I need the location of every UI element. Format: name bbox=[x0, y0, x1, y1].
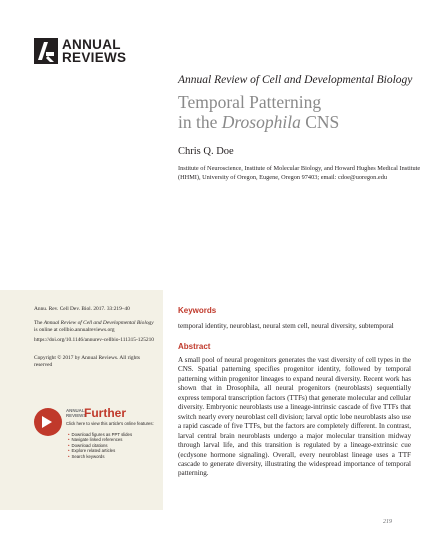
title-line1: Temporal Patterning bbox=[178, 92, 322, 112]
logo-line1: ANNUAL bbox=[62, 37, 121, 52]
journal-name: Annual Review of Cell and Developmental Biology bbox=[178, 74, 413, 86]
abstract-text: A small pool of neural progenitors generates the vast diversity of cell types in the CNS. Spatial patterning specifies progenitor identity, followed by temporal patterning within progenitor lineages to expand neural diversity. Recent work has shown that in Drosophila, all neural progenitors (neuroblasts) sequentially express temporal transcription factors (TTFs) that generate molecular and cellular diversity. Embryonic neuroblasts use a lineage-intrinsic cascade of five TTFs that switch nearly every neuroblast cell division; larval optic lobe neuroblasts also use a rapid cascade of five TTFs, but the factors are completely different. In contrast, larval central brain neuroblasts undergo a major molecular transition midway through larval life, and this transition is regulated by a lineage-extrinsic cue (ecdysone hormone signaling). Overall, every neuroblast lineage uses a TTF cascade to generate diversity, illustrating the widespread importance of temporal patterning. bbox=[178, 356, 411, 478]
keywords-text: temporal identity, neuroblast, neural stem cell, neural diversity, subtemporal bbox=[178, 322, 394, 330]
further-title: Further bbox=[84, 406, 126, 420]
doi-link[interactable]: https://doi.org/10.1146/annurev-cellbio-111315-125210 bbox=[34, 337, 154, 343]
further-click-text[interactable]: Click here to view this article's online features: bbox=[66, 421, 154, 426]
author-affiliation: Institute of Neuroscience, Institute of Molecular Biology, and Howard Hughes Medical Institute (HHMI), University of Oregon, Eugene, Oregon 97403; email: cdoe@uoregon.edu bbox=[178, 165, 421, 181]
further-features-box[interactable] bbox=[34, 405, 154, 467]
online-note bbox=[34, 320, 158, 335]
further-feature-list bbox=[68, 432, 132, 459]
page-number: 219 bbox=[383, 519, 392, 525]
further-item-related[interactable]: • Explore related articles bbox=[68, 448, 132, 453]
further-item-citations[interactable]: • Download citations bbox=[68, 443, 132, 448]
further-small-line2: REVIEWS bbox=[66, 412, 87, 418]
article-title bbox=[178, 92, 428, 132]
publisher-logo[interactable] bbox=[34, 38, 126, 64]
annual-reviews-logo-icon bbox=[34, 38, 58, 62]
copyright: Copyright © 2017 by Annual Reviews. All rights reserved bbox=[34, 355, 140, 369]
further-arrow-icon[interactable] bbox=[34, 408, 62, 436]
logo-line2: REVIEWS bbox=[62, 50, 127, 65]
title-suffix: CNS bbox=[300, 112, 340, 132]
further-item-keywords[interactable]: • Search keywords bbox=[68, 454, 132, 459]
title-prefix: in the bbox=[178, 112, 222, 132]
keywords-heading: Keywords bbox=[178, 306, 217, 315]
logo-wordmark bbox=[62, 38, 126, 64]
abstract-heading: Abstract bbox=[178, 342, 211, 351]
further-item-ppt[interactable]: • Download figures as PPT slides bbox=[68, 432, 132, 437]
citation: Annu. Rev. Cell Dev. Biol. 2017. 33:219–40 bbox=[34, 306, 130, 312]
further-item-references[interactable]: • Navigate linked references bbox=[68, 437, 132, 442]
online-pre: The bbox=[34, 320, 44, 326]
further-small-line1: ANNUAL bbox=[66, 408, 85, 413]
online-journal: Annual Review of Cell and Developmental Biology bbox=[43, 320, 154, 326]
online-post: is online at cellbio.annualreviews.org bbox=[34, 327, 115, 334]
author-name: Chris Q. Doe bbox=[178, 146, 234, 157]
title-line2 bbox=[178, 112, 428, 132]
title-italic: Drosophila bbox=[221, 112, 301, 132]
